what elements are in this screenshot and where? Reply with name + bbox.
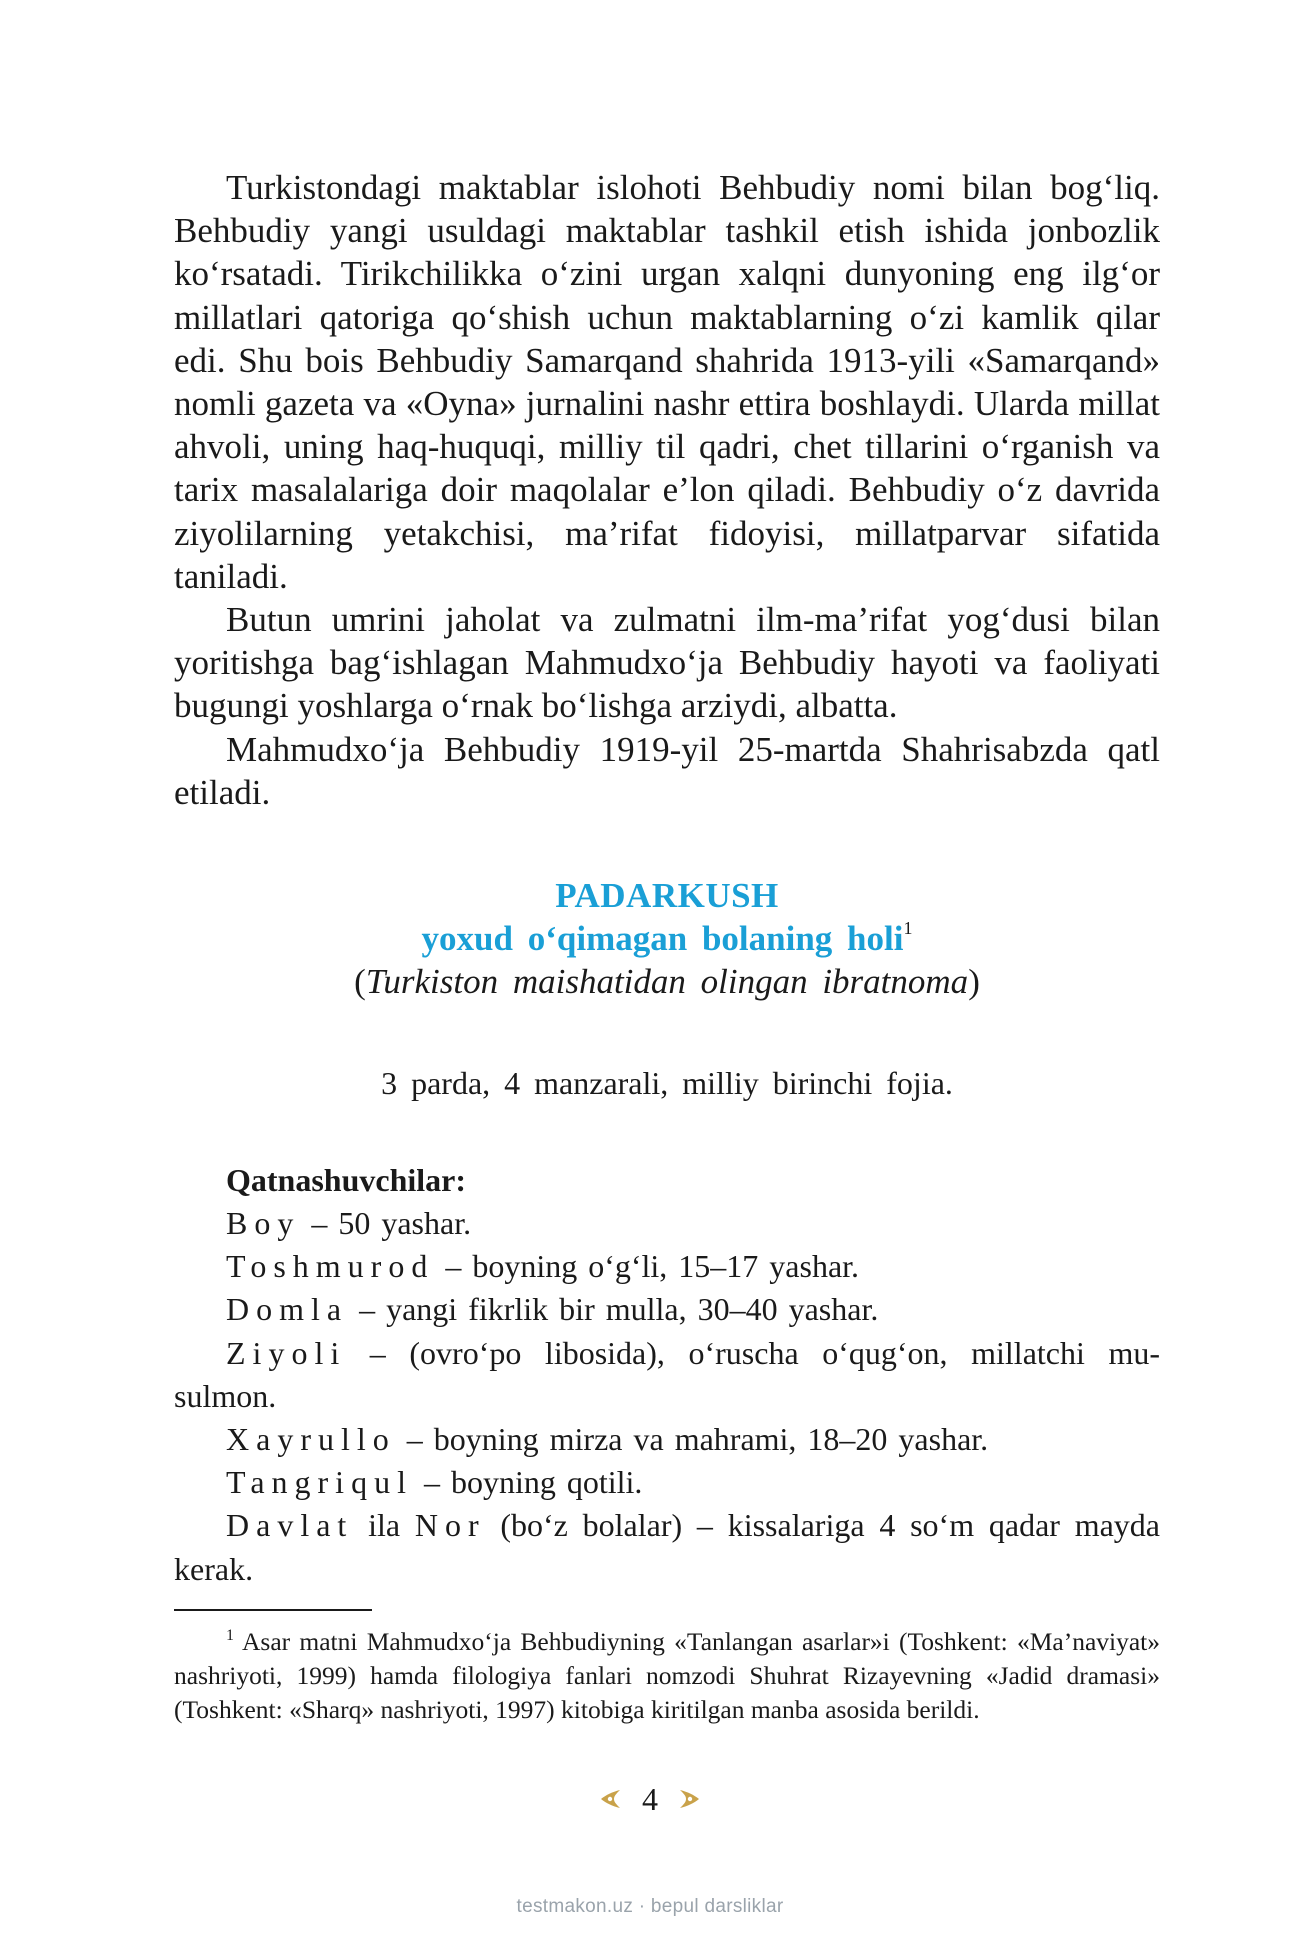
cast-desc: – (ovro‘po libosida), o‘ruscha o‘qug‘on, millatchi musulmon. (174, 1334, 1160, 1414)
play-description (174, 960, 1160, 1003)
cast-member (174, 1288, 1160, 1331)
description-open-paren: ( (354, 962, 366, 1002)
watermark: testmakon.uz · bepul darsliklar (516, 1896, 784, 1917)
footnote (174, 1625, 1160, 1727)
cast-member (174, 1245, 1160, 1288)
footnote-ref[interactable]: 1 (903, 918, 913, 939)
cast-member-last (174, 1504, 1160, 1590)
cast-desc: – boyning mirza va mahrami, 18–20 yashar. (395, 1421, 989, 1458)
cast-name: Ziyoli (226, 1334, 347, 1371)
play-subtitle (174, 917, 1160, 960)
page-number: 4 (642, 1781, 658, 1817)
cast-name: Tangriqul (226, 1464, 413, 1501)
play-subtitle-text: yoxud o‘qimagan bolaning holi (421, 919, 904, 959)
cast-desc: (bo‘z bolalar) – kissalariga 4 so‘m qadar mayda kerak. (174, 1507, 1160, 1587)
cast-name: Toshmurod (226, 1248, 435, 1285)
cast-name: Nor (414, 1507, 486, 1544)
cast-member (174, 1332, 1160, 1418)
body-paragraph-2: Butun umrini jaholat va zulmatni ilm-ma’rifat yog‘dusi bilan yoritishga bag‘ishlagan Mahmudxo‘ja Behbudiy hayoti va faoliyati bugungi yoshlarga o‘rnak bo‘lishga arziydi, albatta. (174, 600, 1160, 726)
footnote-mark: 1 (226, 1626, 234, 1644)
cast-desc: – yangi fikrlik bir mulla, 30–40 yashar. (348, 1291, 879, 1328)
play-genre: 3 parda, 4 manzarali, milliy birinchi fojia. (381, 1065, 953, 1102)
cast-joiner: ila (353, 1507, 415, 1544)
description-close-paren: ) (968, 962, 980, 1002)
page-number-bar (0, 1783, 1300, 1815)
cast-desc: – boyning o‘g‘li, 15–17 yashar. (434, 1248, 860, 1285)
cast-heading: Qatnashuvchilar: (226, 1162, 467, 1199)
cast-member (174, 1202, 1160, 1245)
cast-name: Xayrullo (226, 1421, 396, 1458)
description-text: Turkiston maishatidan olingan ibratnoma (365, 962, 969, 1002)
play-heading (174, 874, 1160, 1003)
cast-member (174, 1418, 1160, 1461)
body-paragraph-1: Turkistondagi maktablar islohoti Behbudiy nomi bilan bog‘liq. Behbudiy yangi usuldagi maktablar tashkil etish ishida jonbozlik ko‘rsatadi. Tirikchilikka o‘zini urgan xalqni dunyoning eng ilg‘or millatlari qatoriga qo‘shish uchun maktablarning o‘zi kamlik qilar edi. Shu bois Behbudiy Samarqand shahrida 1913-yili «Samarqand» nomli gazeta va «Oyna» jurnalini nashr ettira boshlaydi. Ularda millat ahvoli, uning haq-huquqi, milliy til qadri, chet tillarini o‘rganish va tarix masalalariga doir maqolalar e’lon qiladi. Behbudiy o‘z davrida ziyolilarning yetakchisi, ma’rifat fidoyisi, millatparvar sifatida taniladi. (174, 168, 1160, 596)
cast-name: Domla (226, 1291, 349, 1328)
play-title: PADARKUSH (555, 876, 779, 916)
cast-desc: – 50 yashar. (300, 1205, 472, 1242)
cast-name: Boy (226, 1205, 301, 1242)
left-ornament-icon (598, 1787, 622, 1811)
page-content (174, 166, 1160, 1727)
cast-desc: – boyning qotili. (412, 1464, 643, 1501)
footnote-divider (174, 1609, 372, 1611)
body-paragraph-3: Mahmudxo‘ja Behbudiy 1919-yil 25-martda Shahrisabzda qatl etiladi. (174, 729, 1160, 812)
right-ornament-icon (678, 1787, 702, 1811)
cast-name: Davlat (226, 1507, 354, 1544)
footnote-text: Asar matni Mahmudxo‘ja Behbudiyning «Tanlangan asarlar»i (Toshkent: «Ma’naviyat» nashriyoti, 1999) hamda filologiya fanlari nomzodi Shuhrat Rizayevning «Jadid dramasi» (Toshkent: «Sharq» nashriyoti, 1997) kitobiga kiritilgan manba asosida berildi. (174, 1626, 1160, 1724)
cast-member (174, 1461, 1160, 1504)
